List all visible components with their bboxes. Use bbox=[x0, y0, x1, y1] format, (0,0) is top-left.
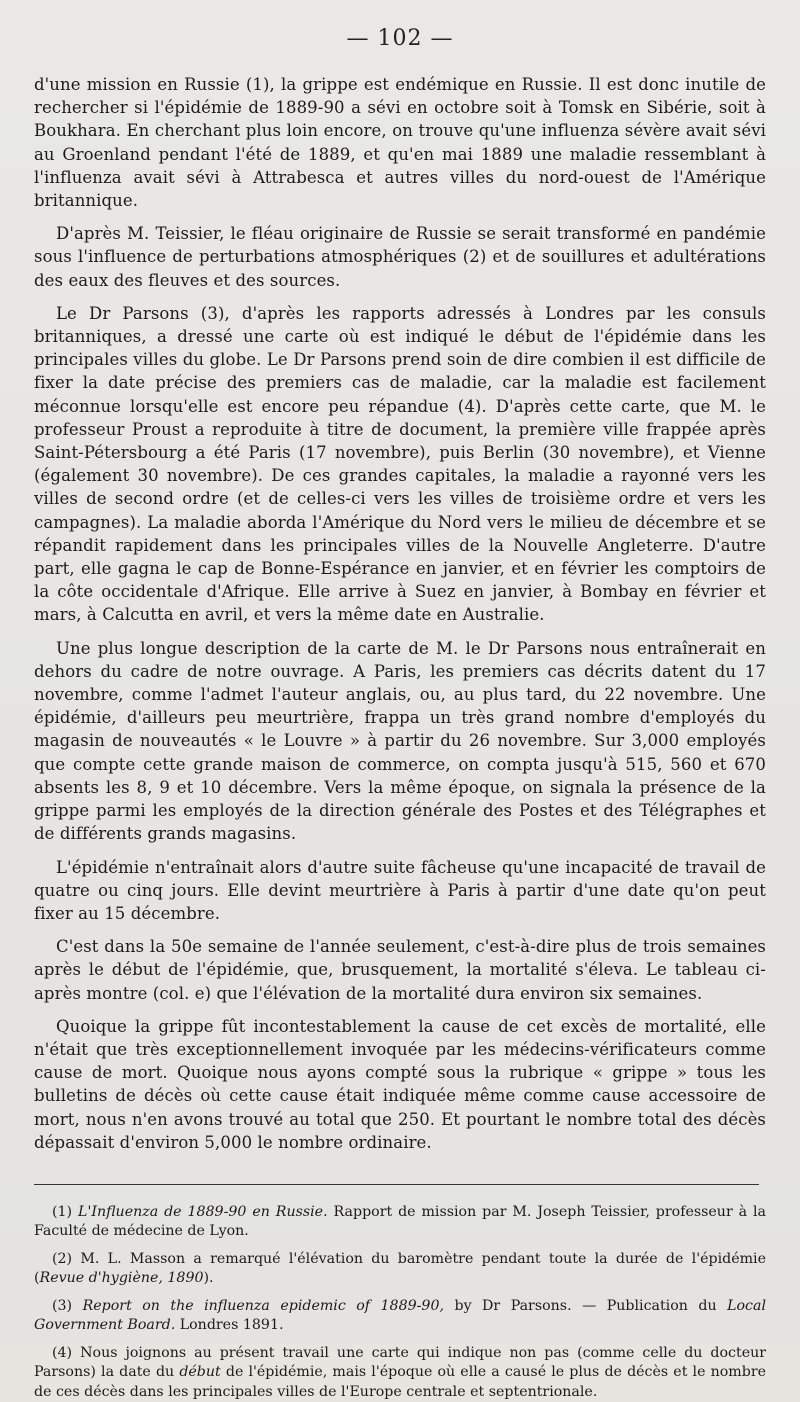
footnote-marker: (1) bbox=[52, 1203, 73, 1220]
footnote-marker: (2) bbox=[52, 1250, 73, 1267]
paragraph: Quoique la grippe fût incontestablement la cause de cet excès de mortalité, elle n'était que très exceptionnellement invoquée par les médecins-vérificateurs comme cause de mort. Quoique nous ayons compté sous la rubrique « grippe » tous les bulletins de décès où cette cause était indiquée même comme cause accessoire de mort, nous n'en avons trouvé au total que 250. Et pourtant le nombre total des décès dépassait d'environ 5,000 le nombre ordinaire. bbox=[34, 1016, 766, 1152]
footnote-title: début bbox=[179, 1364, 221, 1381]
footnote-marker: (3) bbox=[52, 1297, 73, 1314]
footnote-title: L'Influenza de 1889-90 en Russie. bbox=[78, 1203, 328, 1220]
footnote-title: Revue d'hygiène, 1890 bbox=[39, 1270, 204, 1287]
page-number: — 102 — bbox=[346, 26, 454, 51]
footnote-text-after: de l'épidémie, mais l'époque où elle a causé le plus de décès et le nombre de ces décès dans les principales villes de l'Europe centrale et septentrionale. bbox=[34, 1364, 766, 1400]
paragraph: C'est dans la 50e semaine de l'année seulement, c'est-à-dire plus de trois semaines après le début de l'épidémie, que, brusquement, la mortalité s'éleva. Le tableau ci-après montre (col. e) que l'élévation de la mortalité dura environ six semaines. bbox=[34, 937, 766, 1003]
footnote-2 bbox=[34, 1250, 766, 1289]
paragraph: Le Dr Parsons (3), d'après les rapports adressés à Londres par les consuls britanniques, a dressé une carte où est indiqué le début de l'épidémie dans les principales villes du globe. Le Dr Parsons prend soin de dire combien il est difficile de fixer la date précise des premiers cas de maladie, car la maladie est facilement méconnue lorsqu'elle est encore peu répandue (4). D'après cette carte, que M. le professeur Proust a reproduite à titre de document, la première ville frappée après Saint-Pétersbourg a été Paris (17 novembre), puis Berlin (30 novembre), et Vienne (également 30 novembre). De ces grandes capitales, la maladie a rayonné vers les villes de second ordre (et de celles-ci vers les villes de troisième ordre et vers les campagnes). La maladie aborda l'Amérique du Nord vers le milieu de décembre et se répandit rapidement dans les principales villes de la Nouvelle Angleterre. D'autre part, elle gagna le cap de Bonne-Espérance en janvier, et en février les comptoirs de la côte occidentale d'Afrique. Elle arrive à Suez en janvier, à Bombay en février et mars, à Calcutta en avril, et vers la même date en Australie. bbox=[34, 303, 766, 625]
footnote-text: by Dr Parsons. — Publication du bbox=[454, 1297, 717, 1314]
footnote-title-2: Local Government Board. bbox=[34, 1297, 766, 1334]
paragraph: L'épidémie n'entraînait alors d'autre suite fâcheuse qu'une incapacité de travail de quatre ou cinq jours. Elle devint meurtrière à Paris à partir d'une date qu'on peut fixer au 15 décembre. bbox=[34, 857, 766, 923]
body-text bbox=[34, 73, 766, 1154]
footnote-4 bbox=[34, 1344, 766, 1402]
footnote-text-after: Londres 1891. bbox=[179, 1317, 284, 1334]
footnote-text: Nous joignons au présent travail une carte qui indique non pas (comme celle du docteur Parsons) la date du bbox=[34, 1344, 767, 1381]
footnote-1 bbox=[34, 1203, 766, 1242]
footnote-divider bbox=[34, 1184, 759, 1185]
footnote-3 bbox=[34, 1297, 766, 1336]
footnote-text: Rapport de mission par M. Joseph Teissier, professeur à la Faculté de médecine de Lyon. bbox=[34, 1203, 766, 1240]
paragraph: d'une mission en Russie (1), la grippe est endémique en Russie. Il est donc inutile de rechercher si l'épidémie de 1889-90 a sévi en octobre soit à Tomsk en Sibérie, soit à Boukhara. En cherchant plus loin encore, on trouve qu'une influenza sévère avait sévi au Groenland pendant l'été de 1889, et qu'en mai 1889 une maladie ressemblant à l'influenza avait sévi à Attrabesca et autres villes du nord-ouest de l'Amérique britannique. bbox=[34, 75, 766, 211]
paragraph: D'après M. Teissier, le fléau originaire de Russie se serait transformé en pandémie sous l'influence de perturbations atmosphériques (2) et de souillures et adultérations des eaux des fleuves et des sources. bbox=[34, 224, 766, 290]
footnote-marker: (4) bbox=[52, 1344, 73, 1361]
paragraph: Une plus longue description de la carte de M. le Dr Parsons nous entraînerait en dehors du cadre de notre ouvrage. A Paris, les premiers cas décrits datent du 17 novembre, comme l'admet l'auteur anglais, ou, au plus tard, du 22 novembre. Une épidémie, d'ailleurs peu meurtrière, frappa un très grand nombre d'employés du magasin de nouveautés « le Louvre » à partir du 26 novembre. Sur 3,000 employés que compte cette grande maison de commerce, on compta jusqu'à 515, 560 et 670 absents les 8, 9 et 10 décembre. Vers la même époque, on signala la présence de la grippe parmi les employés de la direction générale des Postes et des Télégraphes et de différents grands magasins. bbox=[34, 638, 766, 844]
footnote-title: Report on the influenza epidemic of 1889-90, bbox=[82, 1297, 444, 1314]
footnote-text-after: ). bbox=[203, 1270, 214, 1287]
footnotes bbox=[34, 1203, 766, 1402]
footnote-text: M. L. Masson a remarqué l'élévation du baromètre pendant toute la durée de l'épidémie ( bbox=[34, 1250, 766, 1287]
